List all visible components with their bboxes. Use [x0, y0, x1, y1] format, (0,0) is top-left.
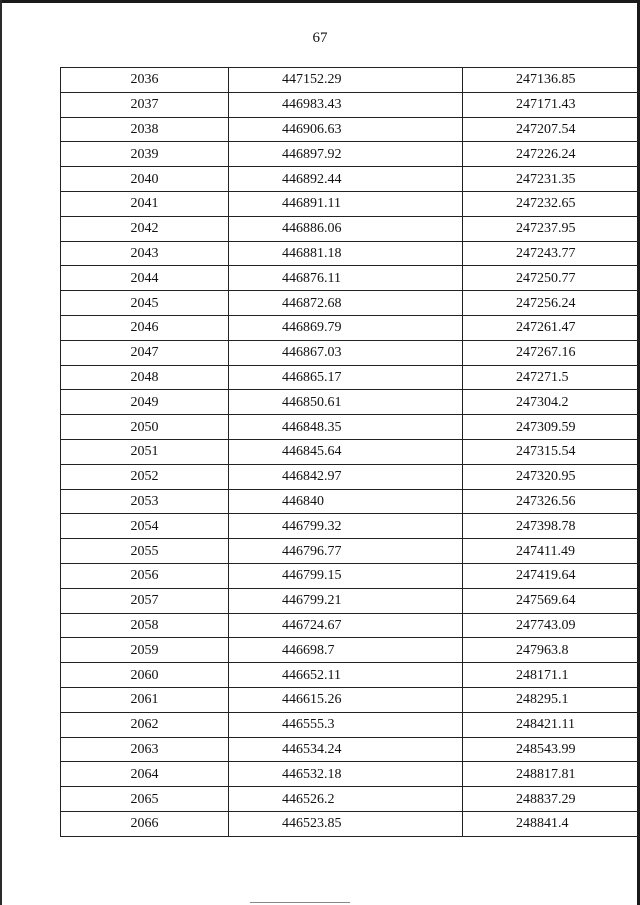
table-row	[61, 167, 640, 192]
table-row	[61, 92, 640, 117]
y-coordinate-cell: 247320.95	[463, 464, 640, 489]
point-number-cell: 2051	[61, 439, 229, 464]
y-coordinate-cell: 247569.64	[463, 588, 640, 613]
table-row	[61, 588, 640, 613]
y-coordinate-cell: 248837.29	[463, 787, 640, 812]
y-coordinate-cell: 247261.47	[463, 315, 640, 340]
scan-border-left	[0, 0, 2, 905]
point-number-cell: 2063	[61, 737, 229, 762]
point-number-cell: 2047	[61, 340, 229, 365]
point-number-cell: 2044	[61, 266, 229, 291]
table-row	[61, 514, 640, 539]
table-row	[61, 365, 640, 390]
point-number-cell: 2045	[61, 291, 229, 316]
table-row	[61, 291, 640, 316]
x-coordinate-cell: 446886.06	[229, 216, 463, 241]
y-coordinate-cell: 247326.56	[463, 489, 640, 514]
y-coordinate-cell: 248543.99	[463, 737, 640, 762]
bottom-rule	[250, 902, 350, 903]
point-number-cell: 2055	[61, 539, 229, 564]
x-coordinate-cell: 446876.11	[229, 266, 463, 291]
point-number-cell: 2059	[61, 638, 229, 663]
x-coordinate-cell: 446850.61	[229, 390, 463, 415]
x-coordinate-cell: 446892.44	[229, 167, 463, 192]
point-number-cell: 2057	[61, 588, 229, 613]
table-row	[61, 539, 640, 564]
y-coordinate-cell: 248841.4	[463, 811, 640, 836]
x-coordinate-cell: 446983.43	[229, 92, 463, 117]
point-number-cell: 2041	[61, 191, 229, 216]
point-number-cell: 2038	[61, 117, 229, 142]
coordinates-table	[60, 67, 640, 837]
y-coordinate-cell: 248817.81	[463, 762, 640, 787]
table-row	[61, 712, 640, 737]
table-row	[61, 663, 640, 688]
point-number-cell: 2052	[61, 464, 229, 489]
y-coordinate-cell: 247411.49	[463, 539, 640, 564]
table-row	[61, 241, 640, 266]
table-row	[61, 142, 640, 167]
point-number-cell: 2058	[61, 613, 229, 638]
x-coordinate-cell: 446615.26	[229, 687, 463, 712]
table-row	[61, 687, 640, 712]
point-number-cell: 2036	[61, 68, 229, 93]
y-coordinate-cell: 248171.1	[463, 663, 640, 688]
y-coordinate-cell: 248295.1	[463, 687, 640, 712]
point-number-cell: 2061	[61, 687, 229, 712]
x-coordinate-cell: 446526.2	[229, 787, 463, 812]
y-coordinate-cell: 247309.59	[463, 415, 640, 440]
table-row	[61, 464, 640, 489]
x-coordinate-cell: 446698.7	[229, 638, 463, 663]
y-coordinate-cell: 248421.11	[463, 712, 640, 737]
table-row	[61, 563, 640, 588]
y-coordinate-cell: 247267.16	[463, 340, 640, 365]
point-number-cell: 2053	[61, 489, 229, 514]
point-number-cell: 2042	[61, 216, 229, 241]
table-row	[61, 638, 640, 663]
x-coordinate-cell: 446799.32	[229, 514, 463, 539]
table-row	[61, 216, 640, 241]
y-coordinate-cell: 247232.65	[463, 191, 640, 216]
point-number-cell: 2056	[61, 563, 229, 588]
point-number-cell: 2065	[61, 787, 229, 812]
x-coordinate-cell: 446891.11	[229, 191, 463, 216]
x-coordinate-cell: 446881.18	[229, 241, 463, 266]
table-row	[61, 68, 640, 93]
y-coordinate-cell: 247419.64	[463, 563, 640, 588]
table-row	[61, 439, 640, 464]
y-coordinate-cell: 247250.77	[463, 266, 640, 291]
table-row	[61, 762, 640, 787]
point-number-cell: 2060	[61, 663, 229, 688]
table-row	[61, 117, 640, 142]
x-coordinate-cell: 446869.79	[229, 315, 463, 340]
point-number-cell: 2050	[61, 415, 229, 440]
x-coordinate-cell: 446848.35	[229, 415, 463, 440]
y-coordinate-cell: 247304.2	[463, 390, 640, 415]
x-coordinate-cell: 446799.15	[229, 563, 463, 588]
point-number-cell: 2064	[61, 762, 229, 787]
point-number-cell: 2048	[61, 365, 229, 390]
x-coordinate-cell: 446534.24	[229, 737, 463, 762]
point-number-cell: 2049	[61, 390, 229, 415]
point-number-cell: 2040	[61, 167, 229, 192]
table-row	[61, 340, 640, 365]
x-coordinate-cell: 446906.63	[229, 117, 463, 142]
y-coordinate-cell: 247315.54	[463, 439, 640, 464]
y-coordinate-cell: 247226.24	[463, 142, 640, 167]
point-number-cell: 2037	[61, 92, 229, 117]
x-coordinate-cell: 446796.77	[229, 539, 463, 564]
table-row	[61, 811, 640, 836]
table-row	[61, 787, 640, 812]
x-coordinate-cell: 446724.67	[229, 613, 463, 638]
y-coordinate-cell: 247171.43	[463, 92, 640, 117]
y-coordinate-cell: 247136.85	[463, 68, 640, 93]
point-number-cell: 2054	[61, 514, 229, 539]
x-coordinate-cell: 446652.11	[229, 663, 463, 688]
table-row	[61, 191, 640, 216]
table-row	[61, 315, 640, 340]
table-row	[61, 390, 640, 415]
x-coordinate-cell: 446523.85	[229, 811, 463, 836]
x-coordinate-cell: 446840	[229, 489, 463, 514]
coordinates-table-body	[61, 68, 640, 837]
x-coordinate-cell: 446532.18	[229, 762, 463, 787]
point-number-cell: 2062	[61, 712, 229, 737]
point-number-cell: 2043	[61, 241, 229, 266]
table-row	[61, 737, 640, 762]
x-coordinate-cell: 447152.29	[229, 68, 463, 93]
point-number-cell: 2039	[61, 142, 229, 167]
x-coordinate-cell: 446555.3	[229, 712, 463, 737]
y-coordinate-cell: 247743.09	[463, 613, 640, 638]
table-row	[61, 266, 640, 291]
y-coordinate-cell: 247231.35	[463, 167, 640, 192]
y-coordinate-cell: 247963.8	[463, 638, 640, 663]
table-row	[61, 613, 640, 638]
table-row	[61, 415, 640, 440]
scan-border-top	[0, 0, 640, 3]
x-coordinate-cell: 446799.21	[229, 588, 463, 613]
point-number-cell: 2066	[61, 811, 229, 836]
table-row	[61, 489, 640, 514]
x-coordinate-cell: 446867.03	[229, 340, 463, 365]
y-coordinate-cell: 247207.54	[463, 117, 640, 142]
x-coordinate-cell: 446842.97	[229, 464, 463, 489]
x-coordinate-cell: 446845.64	[229, 439, 463, 464]
y-coordinate-cell: 247398.78	[463, 514, 640, 539]
x-coordinate-cell: 446897.92	[229, 142, 463, 167]
point-number-cell: 2046	[61, 315, 229, 340]
x-coordinate-cell: 446872.68	[229, 291, 463, 316]
y-coordinate-cell: 247243.77	[463, 241, 640, 266]
y-coordinate-cell: 247237.95	[463, 216, 640, 241]
y-coordinate-cell: 247271.5	[463, 365, 640, 390]
y-coordinate-cell: 247256.24	[463, 291, 640, 316]
page-number: 67	[312, 30, 328, 46]
x-coordinate-cell: 446865.17	[229, 365, 463, 390]
